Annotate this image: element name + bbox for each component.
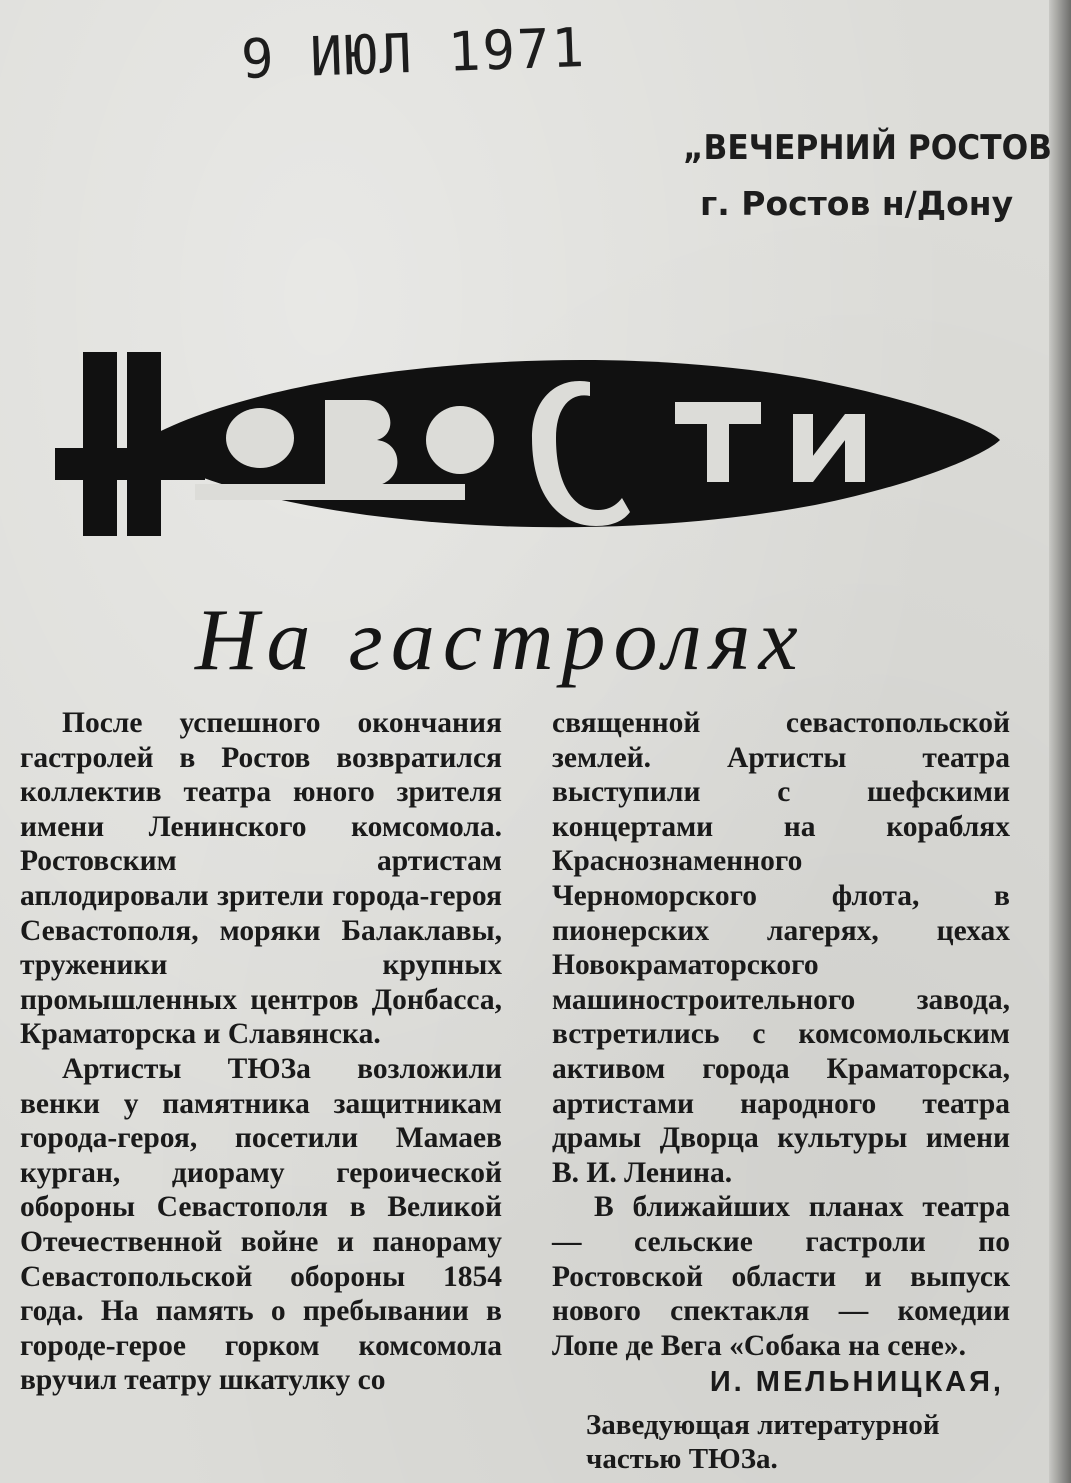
article-title: На гастролях — [195, 592, 806, 689]
article-paragraph-continued: священной севастопольской землей. Артисты театра выступили с шефскими концертами на кораблях Краснознаменного Черноморского флота, в пионерских лагерях, цехах Новокраматорского машиностроительного завода, встретились с комсомольским активом города Краматорска, артистами народного театра драмы Дворца культуры имени В. И. Ленина. — [552, 707, 1010, 1189]
article-column-right — [552, 706, 1010, 1476]
newspaper-name: „ВЕЧЕРНИЙ РОСТОВ — [683, 128, 1053, 168]
newspaper-city: г. Ростов н/Дону — [700, 184, 1014, 223]
article-paragraph: Артисты ТЮЗа возложили венки у памятника защитникам города-героя, посетили Мамаев курган, диораму героической обороны Севастополя в Великой Отечественной войне и панораму Севастопольской обороны 1854 года. На память о пребывании в городе-герое горком комсомола вручил театру шкатулку со — [20, 1052, 502, 1397]
rubric-logo — [55, 340, 1010, 550]
date-stamp: 9 ИЮЛ 1971 — [240, 15, 588, 91]
rubric-logo-art — [55, 340, 1010, 550]
scan-edge — [1049, 0, 1071, 1483]
author-name: И. МЕЛЬНИЦКАЯ, — [709, 1366, 1004, 1399]
article-paragraph: В ближайших планах театра — сельские гастроли по Ростовской области и выпуск нового спектакля — комедии Лопе де Вега «Собака на сене». — [552, 1191, 1010, 1362]
article-paragraph: После успешного окончания гастролей в Ростов возвратился коллектив театра юного зрителя имени Ленинского комсомола. Ростовским артистам аплодировали зрители города-героя Севастополя, моряки Балаклавы, труженики крупных промышленных центров Донбасса, Краматорска и Славянска. — [20, 707, 502, 1051]
author-position: Заведующая литературной частью ТЮЗа. — [586, 1408, 940, 1475]
article-column-left — [20, 706, 502, 1398]
